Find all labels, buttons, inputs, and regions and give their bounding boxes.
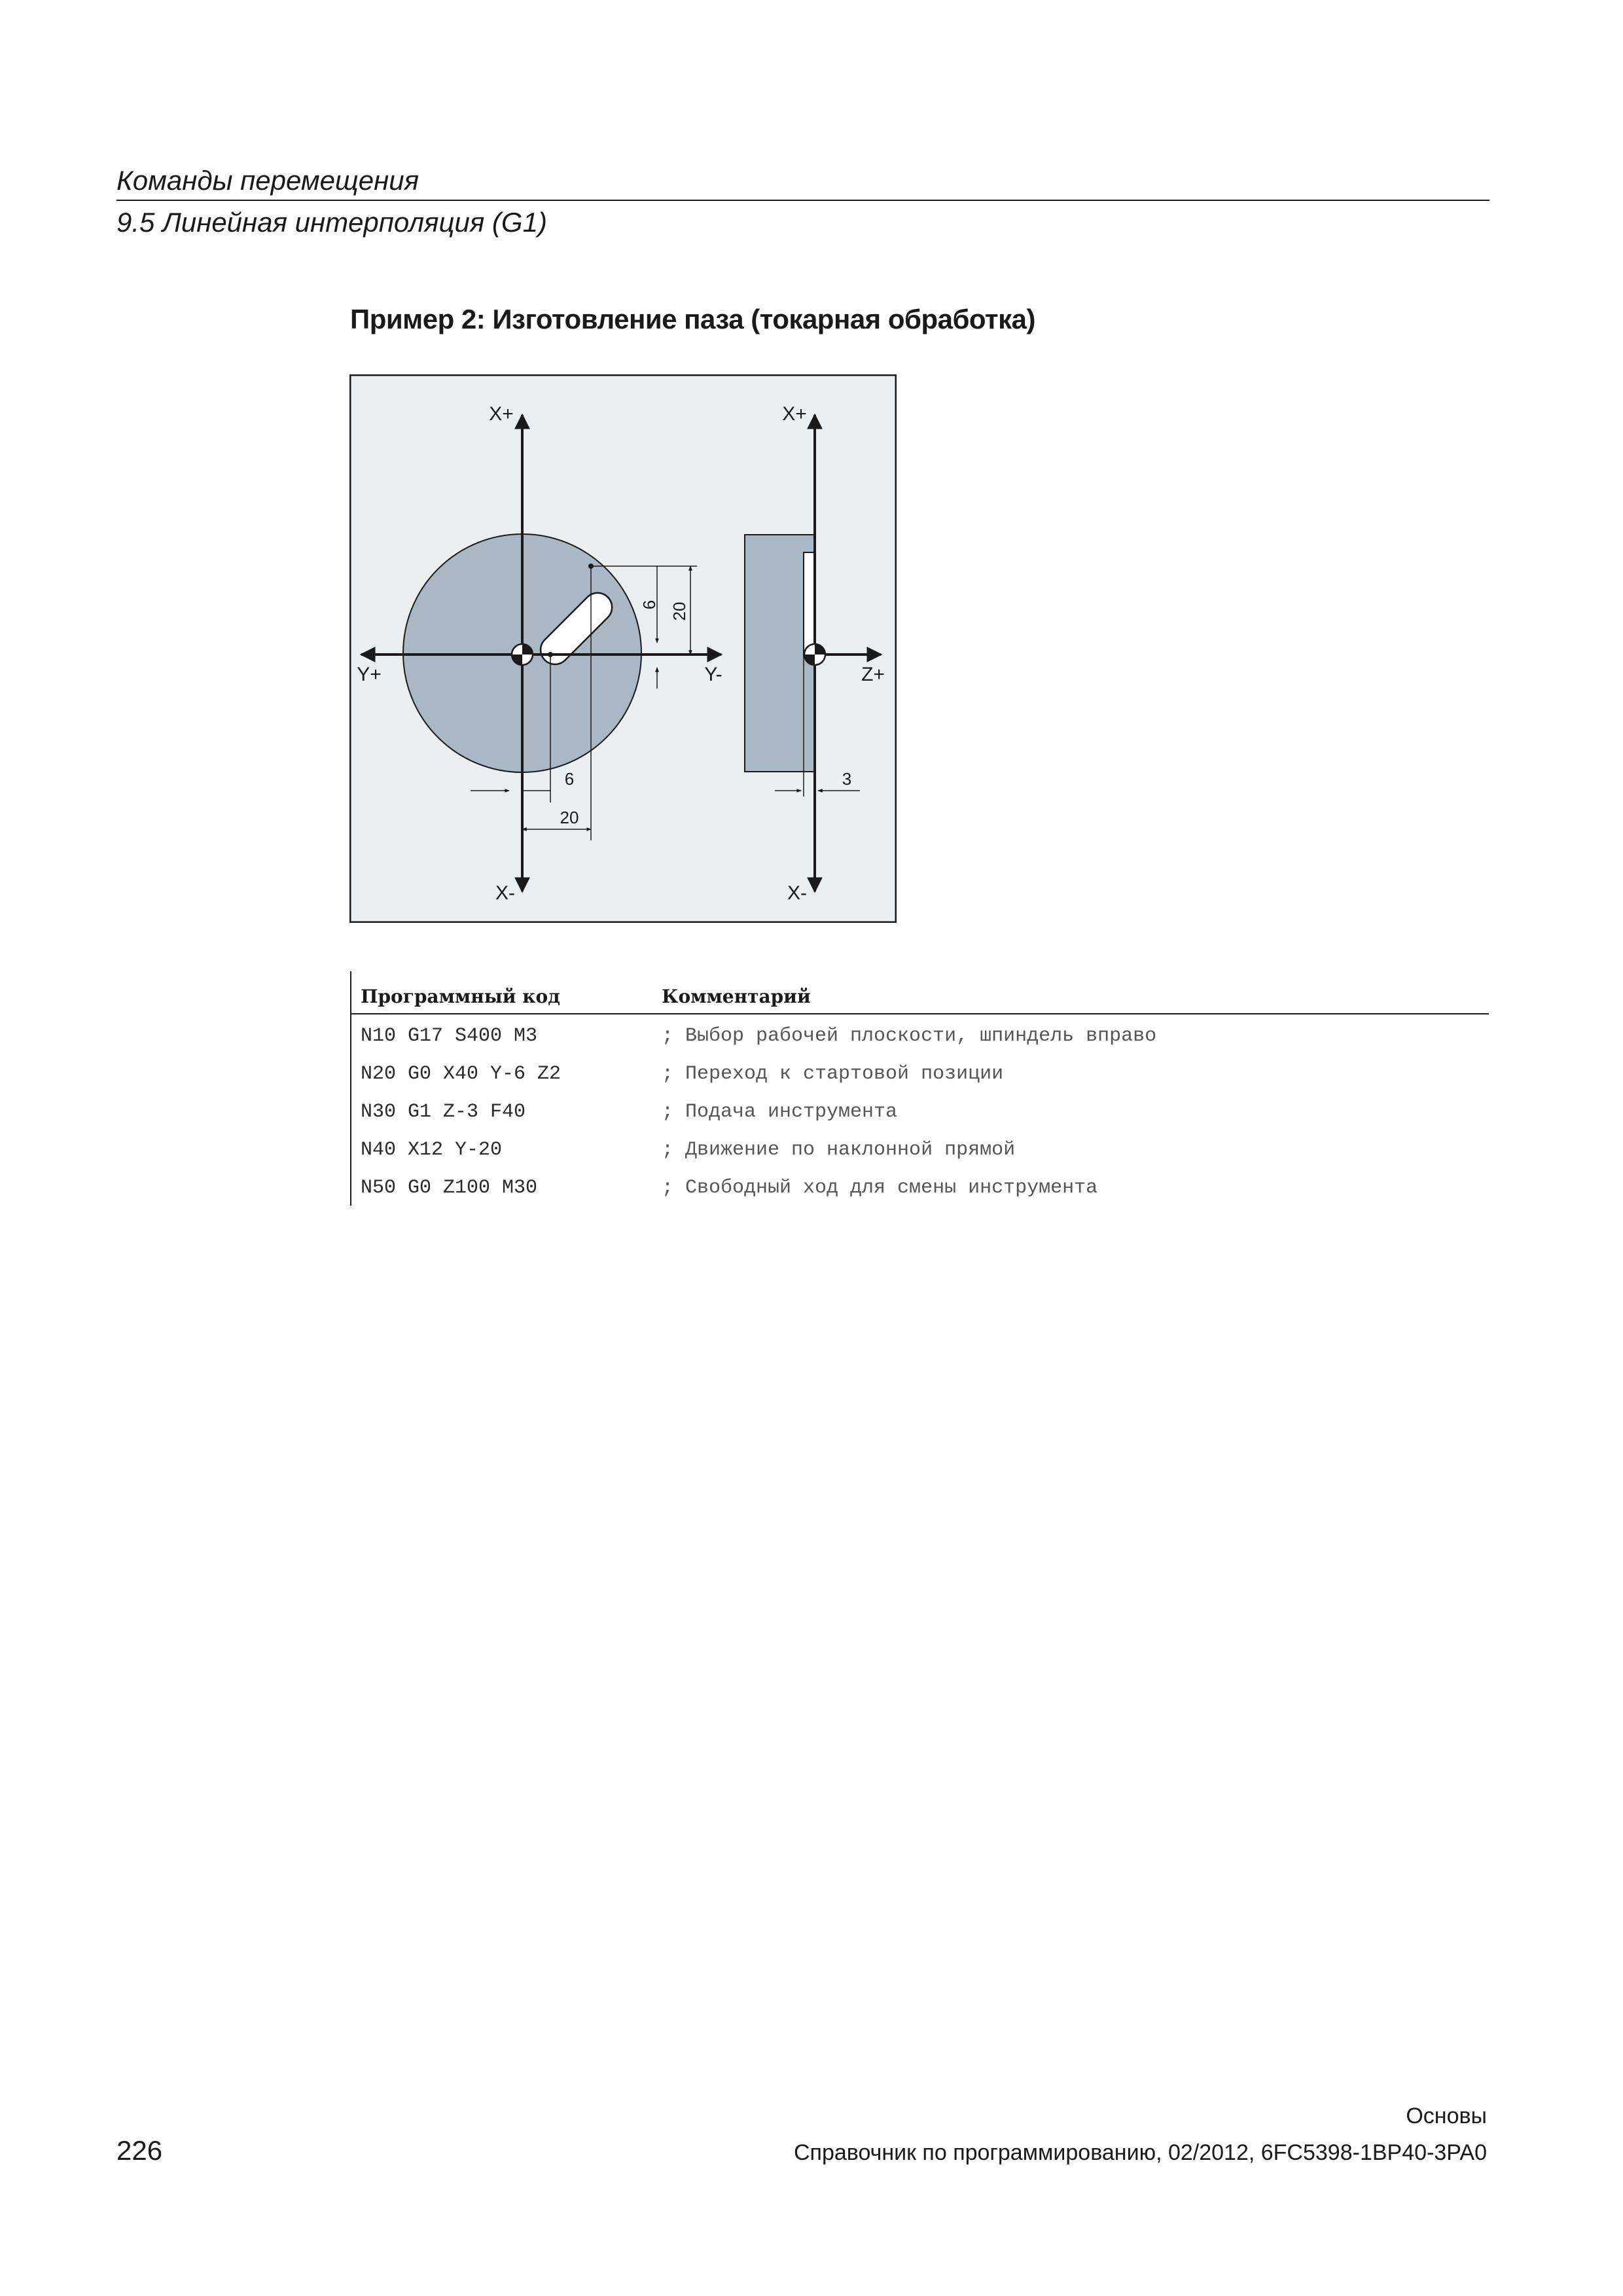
left-axis-label-x-minus: X- [495, 882, 515, 904]
column-header-comment: Комментарий [662, 986, 811, 1007]
table-row [350, 1101, 1489, 1139]
footer-reference: Справочник по программированию, 02/2012, 6FC5398-1BP40-3PA0 [794, 2140, 1487, 2165]
dim-vertical-small: 6 [639, 600, 659, 610]
dim-vertical-large: 20 [669, 601, 689, 621]
comment-cell: ; Выбор рабочей плоскости, шпиндель вправо [662, 1025, 1157, 1047]
running-header-chapter: Команды перемещения [116, 165, 419, 196]
left-axis-label-x-plus: X+ [489, 403, 514, 425]
right-axis-label-x-minus: X- [787, 882, 807, 904]
slot-depth [804, 552, 815, 656]
left-axis-label-y-plus: Y+ [357, 664, 382, 685]
footer-book-title: Основы [1406, 2104, 1487, 2128]
code-cell: N10 G17 S400 M3 [361, 1025, 538, 1047]
header-rule [116, 200, 1489, 201]
dim-horizontal-small: 6 [564, 769, 575, 789]
dim-horizontal-large: 20 [560, 808, 579, 827]
table-row [350, 1063, 1489, 1101]
right-axis-label-x-plus: X+ [782, 403, 807, 425]
dim-depth: 3 [842, 769, 852, 789]
comment-cell: ; Подача инструмента [662, 1101, 898, 1123]
code-cell: N30 G1 Z-3 F40 [361, 1101, 526, 1123]
code-cell: N40 X12 Y-20 [361, 1139, 503, 1161]
running-header-section: 9.5 Линейная интерполяция (G1) [116, 207, 547, 238]
left-axis-label-y-minus: Y- [704, 664, 722, 685]
example-title: Пример 2: Изготовление паза (токарная обработка) [350, 304, 1035, 334]
comment-cell: ; Свободный ход для смены инструмента [662, 1177, 1098, 1199]
figure-drawing [349, 374, 897, 923]
code-cell: N50 G0 Z100 M30 [361, 1177, 538, 1199]
table-row [350, 1139, 1489, 1177]
column-header-code: Программный код [361, 986, 560, 1007]
table-row [350, 1025, 1489, 1063]
origin-symbol-left [512, 644, 533, 665]
table-header-rule [350, 1013, 1489, 1014]
comment-cell: ; Движение по наклонной прямой [662, 1139, 1016, 1161]
slot-milling-figure [349, 374, 897, 923]
table-row [350, 1177, 1489, 1215]
right-axis-label-z-plus: Z+ [861, 664, 885, 685]
page-number: 226 [116, 2135, 163, 2166]
origin-symbol-right [804, 644, 825, 665]
comment-cell: ; Переход к стартовой позиции [662, 1063, 1004, 1085]
code-cell: N20 G0 X40 Y-6 Z2 [361, 1063, 562, 1085]
